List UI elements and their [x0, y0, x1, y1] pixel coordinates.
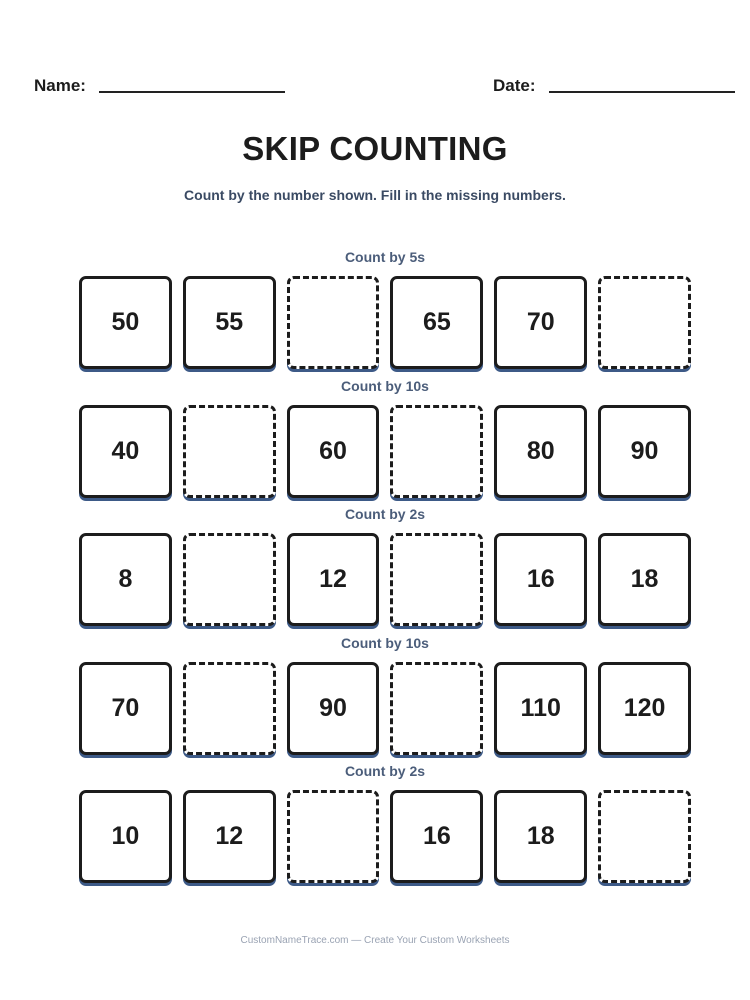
footer-credit: CustomNameTrace.com — Create Your Custom Worksheets [240, 935, 510, 946]
count-row [79, 504, 691, 633]
blank-answer-box[interactable] [390, 405, 483, 498]
blank-answer-box[interactable] [598, 276, 691, 369]
row-label: Count by 10s [341, 634, 429, 651]
number-box: 80 [494, 405, 587, 498]
blank-answer-box[interactable] [183, 662, 276, 755]
row-label: Count by 10s [341, 377, 429, 394]
blank-answer-box[interactable] [287, 276, 380, 369]
page-title: SKIP COUNTING [242, 130, 508, 167]
number-boxes [79, 276, 691, 369]
blank-answer-box[interactable] [598, 790, 691, 883]
number-box: 18 [598, 533, 691, 626]
count-row [79, 247, 691, 376]
name-label: Name: [34, 76, 86, 95]
blank-answer-box[interactable] [287, 790, 380, 883]
number-box: 70 [494, 276, 587, 369]
number-box: 65 [390, 276, 483, 369]
number-box: 40 [79, 405, 172, 498]
number-boxes [79, 405, 691, 498]
date-field [493, 76, 735, 96]
instructions: Count by the number shown. Fill in the missing numbers. [184, 187, 566, 203]
count-row [79, 633, 691, 762]
number-box: 110 [494, 662, 587, 755]
number-box: 55 [183, 276, 276, 369]
number-box: 18 [494, 790, 587, 883]
number-boxes [79, 662, 691, 755]
counting-rows [79, 247, 691, 890]
blank-answer-box[interactable] [390, 533, 483, 626]
number-box: 50 [79, 276, 172, 369]
count-row [79, 376, 691, 505]
number-box: 10 [79, 790, 172, 883]
count-row [79, 761, 691, 890]
number-box: 12 [183, 790, 276, 883]
date-write-line[interactable] [549, 91, 735, 93]
blank-answer-box[interactable] [183, 405, 276, 498]
number-box: 120 [598, 662, 691, 755]
date-label: Date: [493, 76, 536, 95]
number-box: 70 [79, 662, 172, 755]
blank-answer-box[interactable] [390, 662, 483, 755]
blank-answer-box[interactable] [183, 533, 276, 626]
header-fields [34, 76, 736, 98]
number-boxes [79, 790, 691, 883]
name-field [34, 76, 285, 96]
number-boxes [79, 533, 691, 626]
number-box: 60 [287, 405, 380, 498]
number-box: 90 [598, 405, 691, 498]
number-box: 16 [390, 790, 483, 883]
number-box: 16 [494, 533, 587, 626]
row-label: Count by 5s [344, 249, 426, 265]
name-write-line[interactable] [99, 91, 285, 93]
row-label: Count by 2s [344, 763, 426, 779]
number-box: 12 [287, 533, 380, 626]
row-label: Count by 2s [344, 506, 426, 522]
number-box: 90 [287, 662, 380, 755]
number-box: 8 [79, 533, 172, 626]
